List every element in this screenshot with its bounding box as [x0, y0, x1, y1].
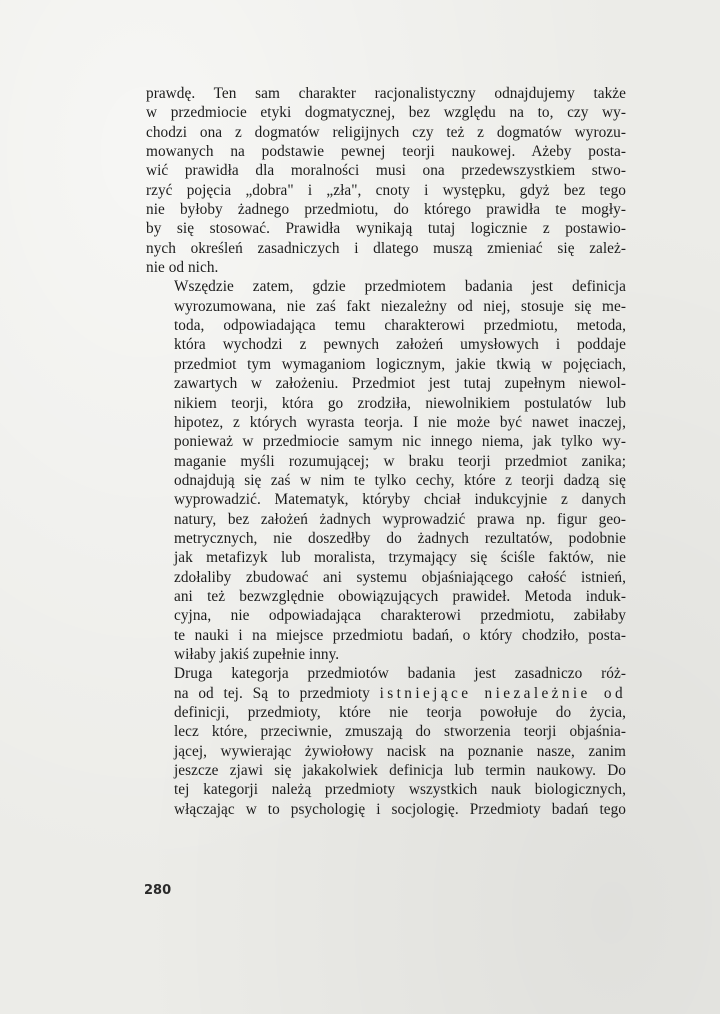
text-line: nikiem teorji, która go zrodziła, niewolnikiem postulatów lub: [174, 394, 626, 412]
text-line: w przedmiocie etyki dogmatycznej, bez względu na to, czy wy-: [146, 104, 626, 122]
text-line: chodzi ona z dogmatów religijnych czy też z dogmatów wyrozu-: [146, 123, 626, 141]
text-line: jącej, wywierając żywiołowy nacisk na poznanie nasze, zanim: [174, 742, 626, 760]
text-line: lecz które, przeciwnie, zmuszają do stworzenia teorji objaśnia-: [174, 723, 626, 741]
text-fragment: na od tej. Są to przedmioty: [174, 684, 380, 702]
text-line: definicji, przedmioty, które nie teorja powołuje do życia,: [174, 704, 626, 721]
text-line: włączając w to psychologię i socjologię. Przedmioty badań tego: [174, 800, 626, 818]
text-line: wiłaby jakiś zupełnie inny.: [174, 645, 340, 663]
body-text: [146, 84, 626, 819]
text-line: maganie myśli rozumującej; w braku teorji przedmiot zanika;: [174, 452, 626, 470]
text-line: prawdę. Ten sam charakter racjonalistyczny odnajdujemy także: [146, 85, 626, 102]
text-line: rzyć pojęcia „dobra" i „zła", cnoty i występku, gdyż bez tego: [146, 181, 626, 199]
text-line: jak metafizyk lub moralista, trzymający się ściśle faktów, nie: [174, 549, 626, 567]
text-line: hipotez, z których wyrasta teorja. I nie może być nawet inaczej,: [174, 413, 626, 431]
paragraph-2: [146, 277, 626, 664]
text-line: nie od nich.: [146, 259, 219, 277]
text-line: która wychodzi z pewnych założeń umysłowych i poddaje: [174, 336, 626, 354]
text-line: natury, bez założeń żadnych wyprowadzić prawa np. figur geo-: [174, 510, 626, 528]
text-line: te nauki i na miejsce przedmiotu badań, o który chodziło, posta-: [174, 626, 626, 644]
text-line: przedmiot tym wymaganiom logicznym, jakie tkwią w pojęciach,: [174, 355, 626, 373]
text-line: odnajdują się zaś w nim te tylko cechy, które z teorji dadzą się: [174, 471, 626, 489]
text-line: cyjna, nie odpowiadająca charakterowi przedmiotu, zabiłaby: [174, 607, 626, 625]
text-line: wyprowadzić. Matematyk, któryby chciał indukcyjnie z danych: [174, 491, 626, 509]
text-line: zdołaliby zbudować ani systemu objaśniającego całość istnień,: [174, 568, 626, 586]
text-line: tej kategorji należą przedmioty wszystkich nauk biologicznych,: [174, 781, 626, 799]
text-line: jeszcze zjawi się jakakolwiek definicja lub termin naukowy. Do: [174, 762, 626, 780]
text-line: wić prawidła dla moralności musi ona przedewszystkiem stwo-: [146, 162, 626, 180]
paragraph-3: [146, 664, 626, 819]
text-line: toda, odpowiadająca temu charakterowi przedmiotu, metoda,: [174, 317, 626, 335]
text-line: [146, 684, 626, 703]
text-line: metrycznych, nie doszedłby do żadnych rezultatów, podobnie: [174, 529, 626, 547]
text-line: by się stosować. Prawidła wynikają tutaj logicznie z postawio-: [146, 220, 626, 238]
text-line: Druga kategorja przedmiotów badania jest zasadniczo róż-: [174, 665, 626, 683]
text-line: zawartych w założeniu. Przedmiot jest tutaj zupełnym niewol-: [174, 375, 626, 393]
emphasis-text: istniejące niezależnie od: [379, 684, 626, 702]
text-line: ponieważ w przedmiocie samym nic innego niema, jak tylko wy-: [174, 433, 626, 451]
text-line: nie byłoby żadnego przedmiotu, do którego prawidła te mogły-: [146, 201, 626, 219]
page-number: 280: [144, 883, 172, 898]
text-line: nych określeń zasadniczych i dlatego muszą zmieniać się zależ-: [146, 239, 626, 257]
paragraph-1: [146, 84, 626, 277]
text-line: ani też bezwzględnie obowiązujących prawideł. Metoda induk-: [174, 587, 626, 605]
text-line: Wszędzie zatem, gdzie przedmiotem badania jest definicja: [174, 278, 626, 296]
text-line: mowanych na podstawie pewnej teorji naukowej. Ażeby posta-: [146, 143, 626, 161]
text-line: wyrozumowana, nie zaś fakt niezależny od niej, stosuje się me-: [174, 297, 626, 315]
